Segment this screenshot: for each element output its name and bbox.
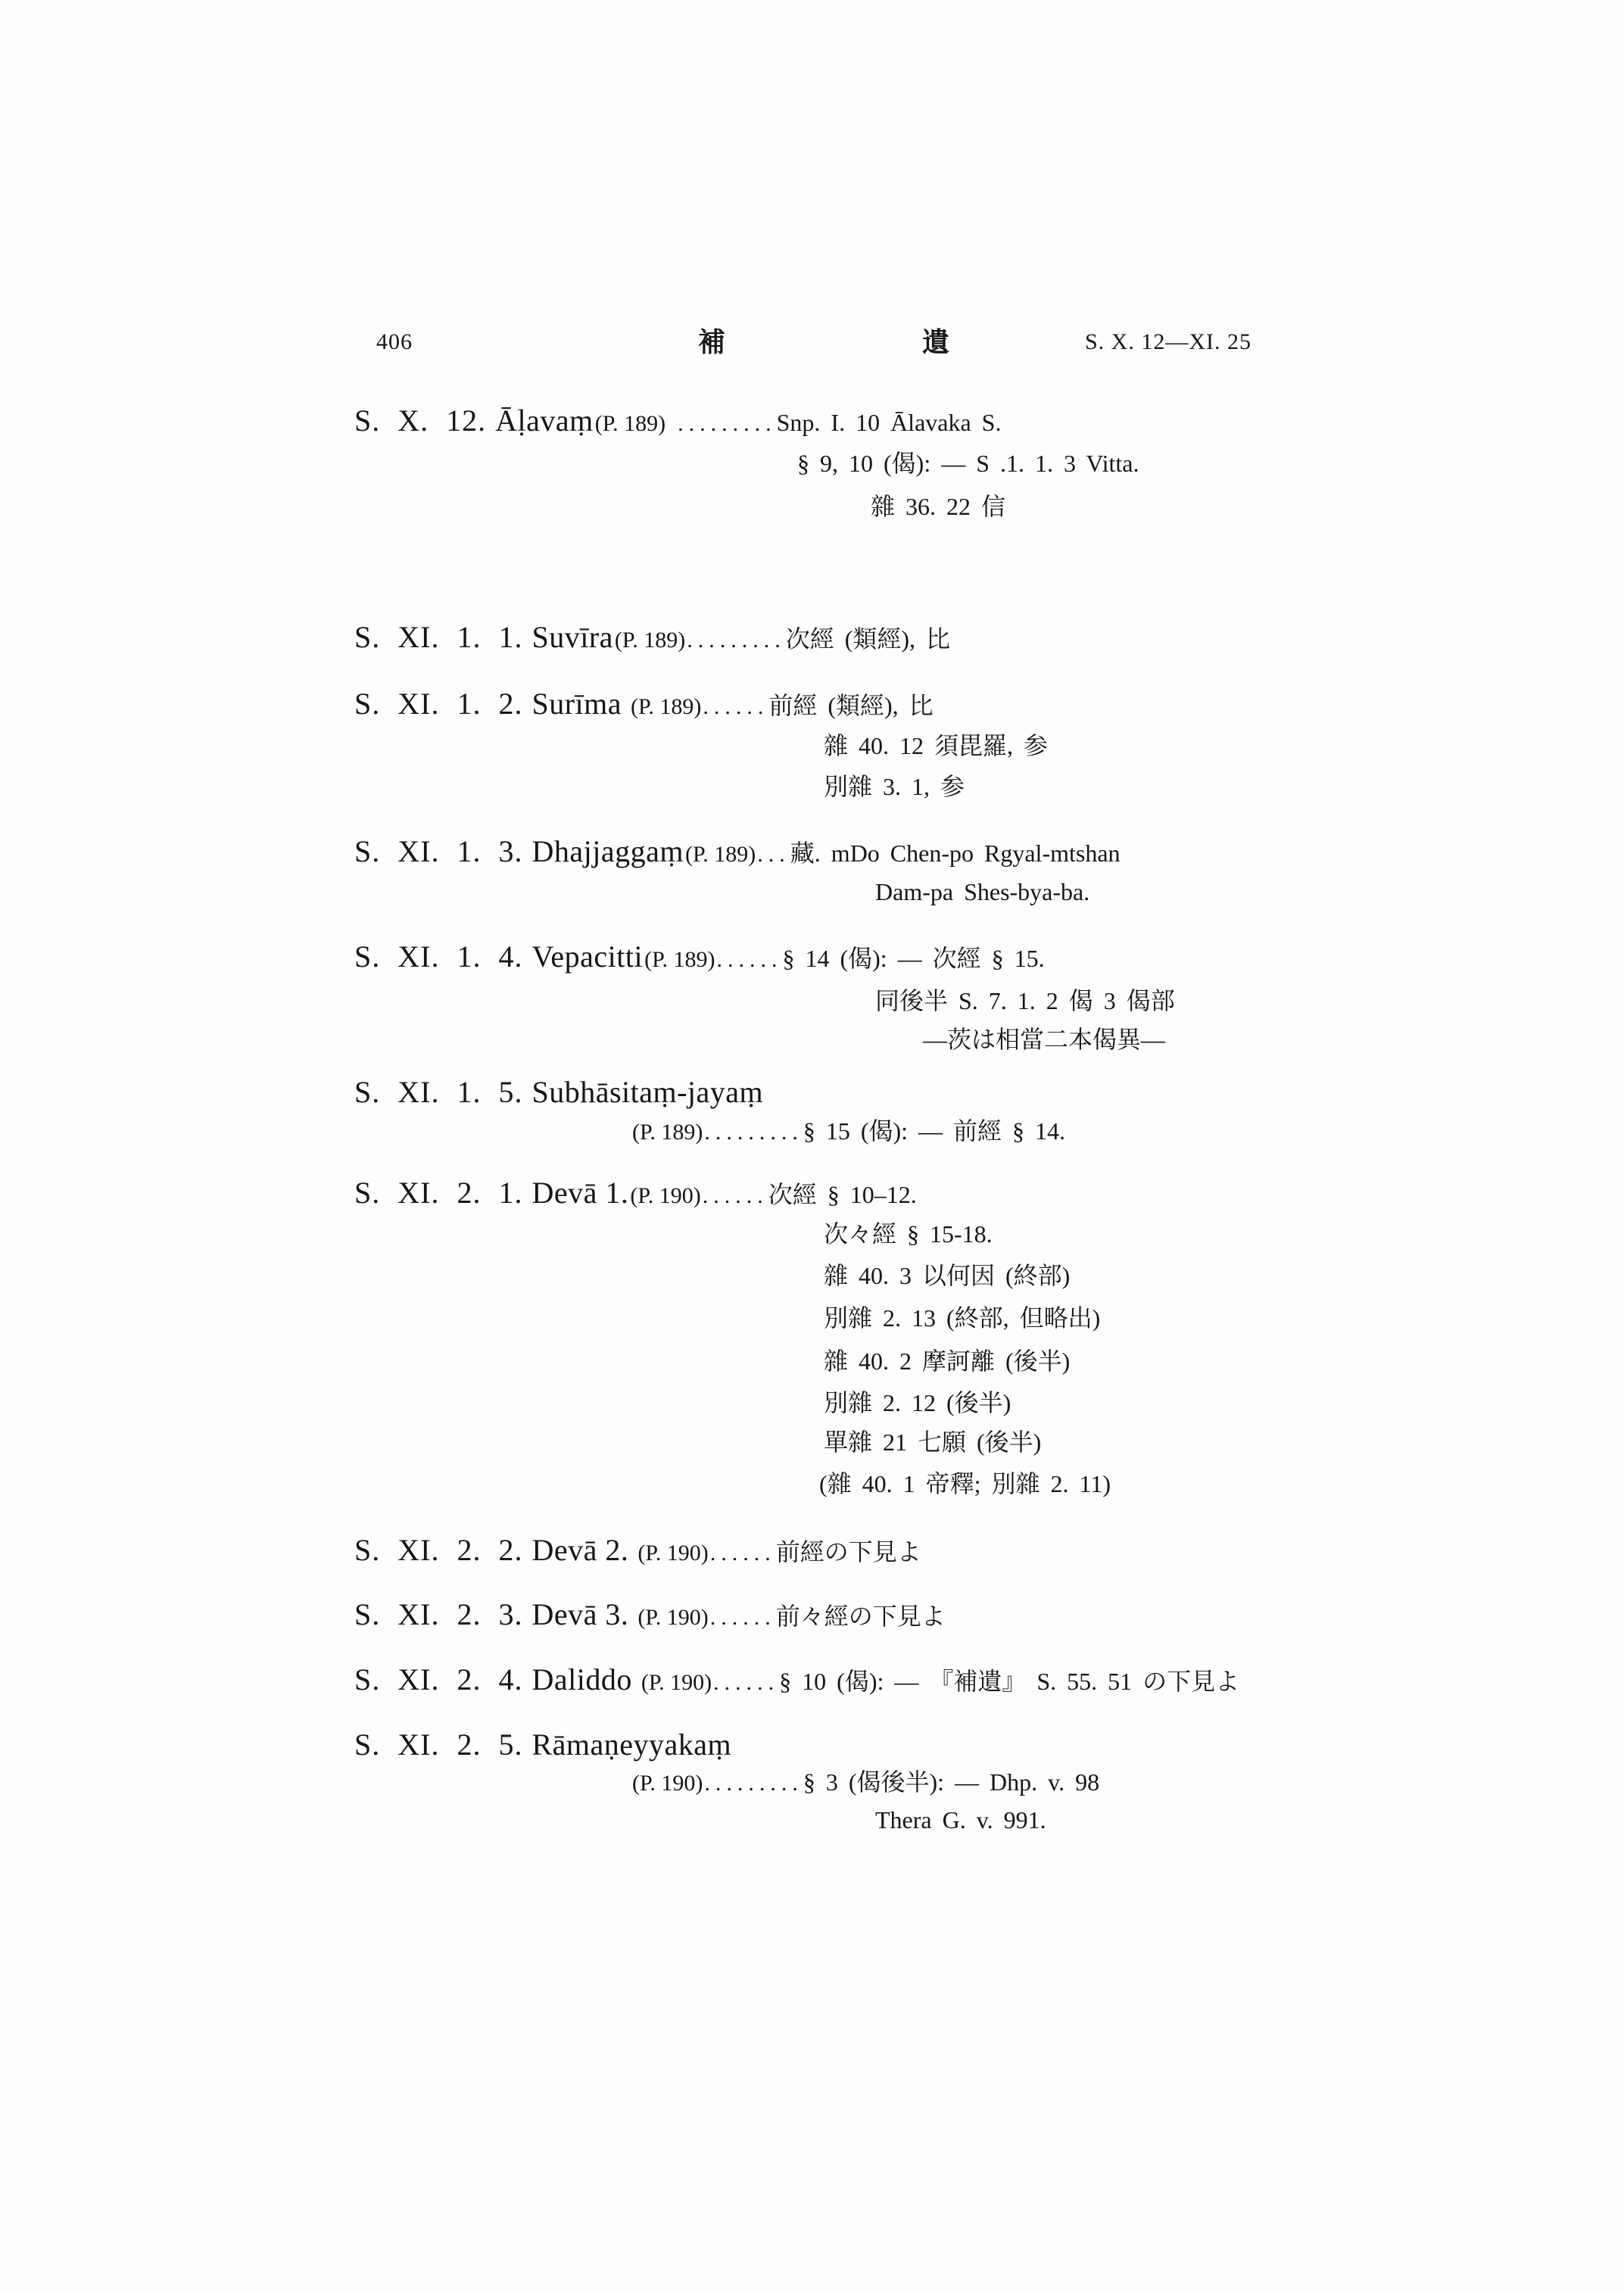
entry-main-line (354, 1726, 731, 1764)
entry-page-ref: (P. 189) (631, 694, 702, 719)
entry-title: Devā 3. (531, 1597, 629, 1631)
entry-note: 次經 (類經), 比 (785, 625, 951, 653)
entry-note-continuation: 別雜 3. 1, 参 (824, 773, 965, 800)
header-title-second-char: 遺 (922, 327, 950, 357)
entry-note: 前經の下見よ (775, 1538, 921, 1566)
entry-main-line (354, 1661, 1239, 1699)
dot-leader: ......... (678, 411, 777, 436)
entry-title: Devā 2. (531, 1533, 629, 1567)
entry-note: 藏. mDo Chen-po Rgyal-mtshan (790, 840, 1121, 867)
dot-leader: ...... (709, 1605, 776, 1630)
entry-page-ref: (P. 189) (632, 1120, 703, 1145)
entry-title: Surīma (531, 687, 622, 721)
entry-main-line (354, 685, 934, 723)
dot-leader: ...... (702, 1183, 768, 1208)
entry-second-line (631, 1763, 1099, 1801)
entry-ref: S. XI. 1. 4. (354, 939, 523, 974)
entry-title: Subhāsitaṃ-jayaṃ (531, 1075, 764, 1109)
entry-main-line (354, 938, 1045, 976)
entry-ref: S. XI. 1. 5. (354, 1075, 523, 1109)
entry-page-ref: (P. 189) (684, 842, 756, 867)
entry-ref: S. XI. 1. 1. (354, 620, 523, 654)
entry-main-line (354, 1596, 946, 1634)
entry-note-continuation: 雜 40. 3 以何因 (終部) (824, 1262, 1071, 1289)
entry-title: Rāmaṇeyyakaṃ (531, 1728, 732, 1762)
entry-ref: S. XI. 1. 3. (354, 834, 523, 868)
entry-second-line (631, 1112, 1065, 1150)
entry-note-continuation: 雜 40. 12 須毘羅, 参 (824, 732, 1049, 759)
header-section-range: S. X. 12—XI. 25 (1085, 329, 1252, 354)
entry-main-line (354, 1174, 917, 1212)
entry-note-continuation: Thera G. v. 991. (875, 1806, 1046, 1833)
entry-note: 次經 § 10–12. (768, 1181, 917, 1208)
entry-note: § 15 (偈): — 前經 § 14. (803, 1117, 1066, 1145)
entry-title: Āḷavaṃ (495, 403, 594, 438)
entry-title: Devā 1. (531, 1176, 629, 1210)
entry-note: 前經 (類經), 比 (768, 692, 934, 719)
entry-note-continuation: § 9, 10 (偈): — S .1. 1. 3 Vitta. (797, 450, 1139, 477)
entry-note: Snp. I. 10 Ālavaka S. (776, 409, 1002, 436)
entry-note: § 10 (偈): — 『補遺』 S. 55. 51 の下見よ (779, 1668, 1240, 1695)
page-number: 406 (376, 329, 413, 354)
dot-leader: ... (757, 842, 790, 867)
entry-ref: S. XI. 2. 3. (354, 1597, 523, 1631)
entry-page-ref: (P. 190) (637, 1541, 709, 1566)
entry-page-ref: (P. 190) (641, 1670, 712, 1695)
entry-title: Dhajjaggaṃ (531, 834, 684, 868)
entry-title: Suvīra (531, 620, 613, 654)
entry-main-line (354, 1073, 763, 1111)
entry-note-continuation: 雜 40. 2 摩訶離 (後半) (824, 1347, 1071, 1375)
entry-note-continuation: —茨は相當二本偈異— (923, 1026, 1166, 1053)
entry-title: Daliddo (531, 1662, 632, 1696)
entry-note-continuation: 雜 36. 22 信 (871, 493, 1006, 520)
dot-leader: ...... (713, 1670, 780, 1695)
entry-main-line (354, 402, 1001, 440)
entry-main-line (354, 1531, 921, 1569)
header-title-first-char: 補 (698, 327, 726, 357)
dot-leader: ...... (709, 1541, 776, 1566)
entry-main-line (354, 618, 950, 656)
entry-page-ref: (P. 190) (637, 1605, 709, 1630)
entry-main-line (354, 833, 1121, 871)
entry-note-continuation: (雜 40. 1 帝釋; 別雜 2. 11) (819, 1470, 1111, 1497)
entry-ref: S. XI. 2. 2. (354, 1533, 523, 1567)
dot-leader: ......... (704, 1120, 803, 1145)
entry-title: Vepacitti (531, 939, 644, 974)
entry-note: § 14 (偈): — 次經 § 15. (782, 945, 1045, 972)
dot-leader: ......... (704, 1771, 803, 1796)
dot-leader: ...... (703, 694, 769, 719)
dot-leader: ......... (687, 628, 786, 653)
entry-ref: S. XI. 2. 1. (354, 1176, 523, 1210)
entry-page-ref: (P. 189) (644, 947, 715, 972)
entry-page-ref: (P. 189) (594, 411, 666, 436)
entry-page-ref: (P. 190) (632, 1771, 703, 1796)
entry-note-continuation: 同後半 S. 7. 1. 2 偈 3 偈部 (875, 987, 1175, 1014)
entry-note-continuation: 別雜 2. 12 (後半) (824, 1389, 1011, 1416)
entry-page-ref: (P. 190) (630, 1183, 701, 1208)
entry-note: 前々經の下見よ (775, 1603, 946, 1630)
entry-note-continuation: 單雜 21 七願 (後半) (824, 1428, 1042, 1456)
entry-note: § 3 (偈後半): — Dhp. v. 98 (803, 1768, 1100, 1796)
entry-note-continuation: 別雜 2. 13 (終部, 但略出) (824, 1304, 1101, 1332)
entry-ref: S. X. 12. (354, 403, 487, 438)
entry-ref: S. XI. 1. 2. (354, 687, 523, 721)
entry-ref: S. XI. 2. 4. (354, 1662, 523, 1696)
entry-note-continuation: 次々經 § 15-18. (824, 1220, 993, 1248)
dot-leader: ...... (716, 947, 783, 972)
entry-page-ref: (P. 189) (614, 628, 686, 653)
entry-ref: S. XI. 2. 5. (354, 1728, 523, 1762)
entry-note-continuation: Dam-pa Shes-bya-ba. (875, 878, 1090, 905)
